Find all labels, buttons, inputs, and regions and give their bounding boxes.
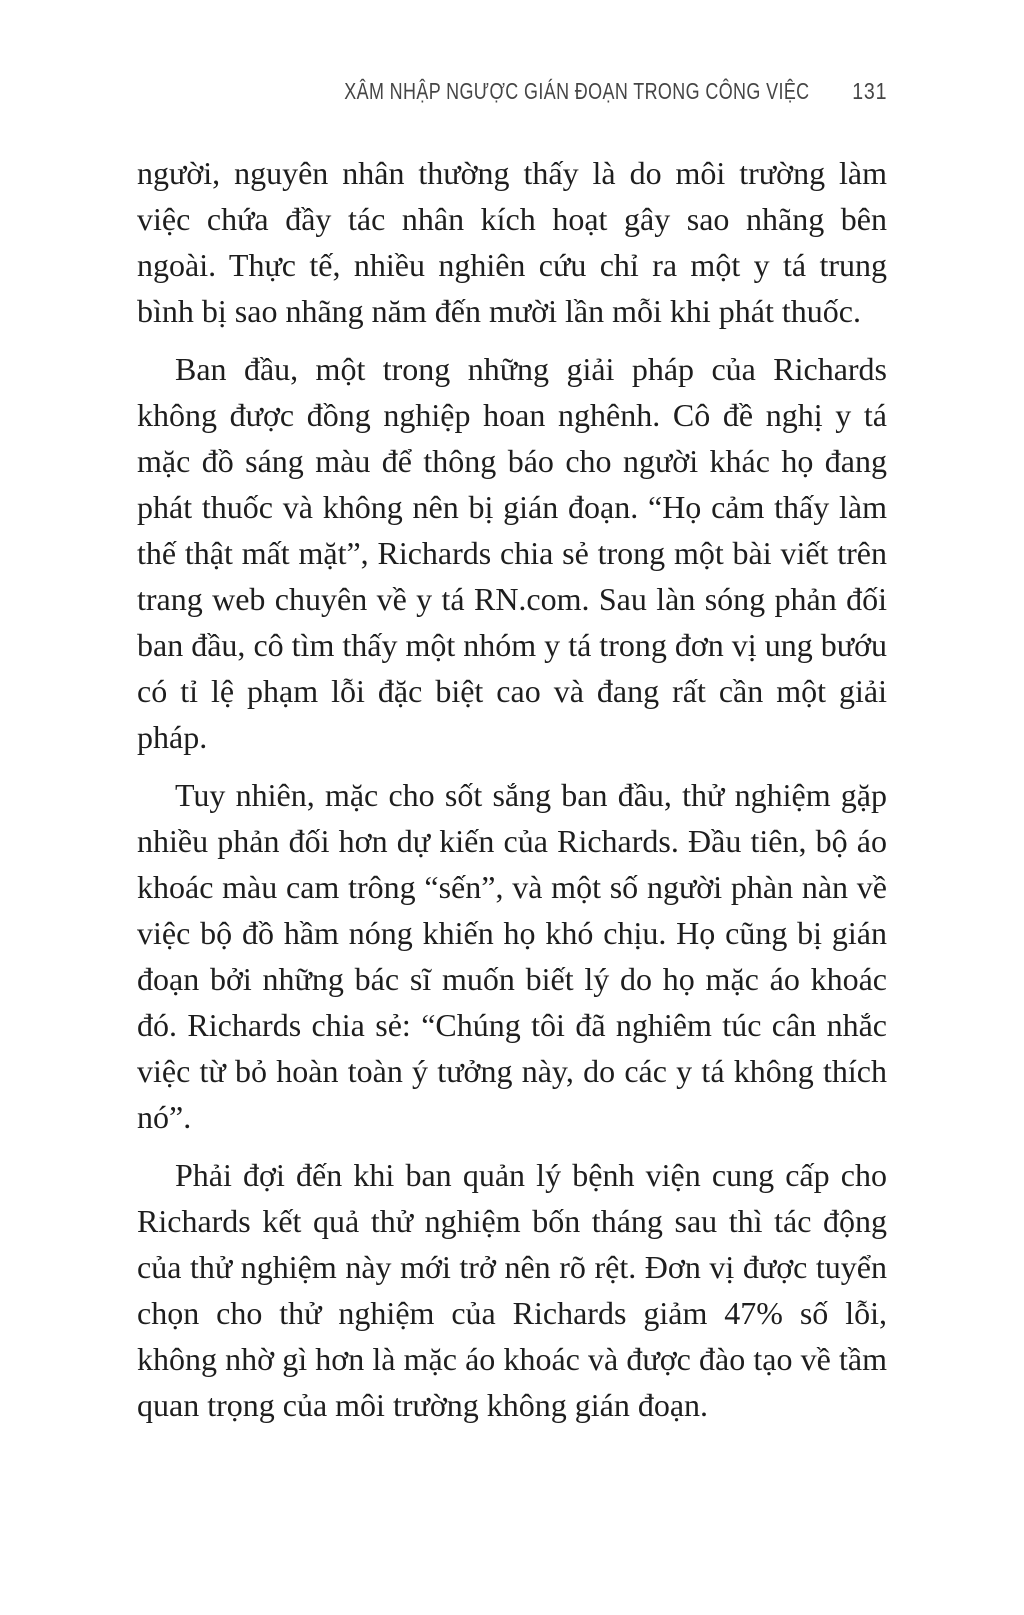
paragraph: người, nguyên nhân thường thấy là do môi trường làm việc chứa đầy tác nhân kích hoạt gây sao nhãng bên ngoài. Thực tế, nhiều nghiên cứu chỉ ra một y tá trung bình bị sao nhãng năm đến mười lần mỗi khi phát thuốc.: [137, 155, 887, 329]
paragraph: Ban đầu, một trong những giải pháp của Richards không được đồng nghiệp hoan nghênh. Cô đề nghị y tá mặc đồ sáng màu để thông báo cho người khác họ đang phát thuốc và không nên bị gián đoạn. “Họ cảm thấy làm thế thật mất mặt”, Richards chia sẻ trong một bài viết trên trang web chuyên về y tá RN.com. Sau làn sóng phản đối ban đầu, cô tìm thấy một nhóm y tá trong đơn vị ung bướu có tỉ lệ phạm lỗi đặc biệt cao và đang rất cần một giải pháp.: [137, 351, 887, 755]
running-header: [137, 78, 887, 105]
body-text-block: [137, 150, 887, 1428]
running-head-title: XÂM NHẬP NGƯỢC GIÁN ĐOẠN TRONG CÔNG VIỆC: [344, 78, 810, 104]
paragraph: Phải đợi đến khi ban quản lý bệnh viện cung cấp cho Richards kết quả thử nghiệm bốn tháng sau thì tác động của thử nghiệm này mới trở nên rõ rệt. Đơn vị được tuyển chọn cho thử nghiệm của Richards giảm 47% số lỗi, không nhờ gì hơn là mặc áo khoác và được đào tạo về tầm quan trọng của môi trường không gián đoạn.: [137, 1157, 887, 1423]
page-number: 131: [851, 78, 887, 104]
paragraph: Tuy nhiên, mặc cho sốt sắng ban đầu, thử nghiệm gặp nhiều phản đối hơn dự kiến của Richards. Đầu tiên, bộ áo khoác màu cam trông “sến”, và một số người phàn nàn về việc bộ đồ hầm nóng khiến họ khó chịu. Họ cũng bị gián đoạn bởi những bác sĩ muốn biết lý do họ mặc áo khoác đó. Richards chia sẻ: “Chúng tôi đã nghiêm túc cân nhắc việc từ bỏ hoàn toàn ý tưởng này, do các y tá không thích nó”.: [137, 777, 887, 1135]
